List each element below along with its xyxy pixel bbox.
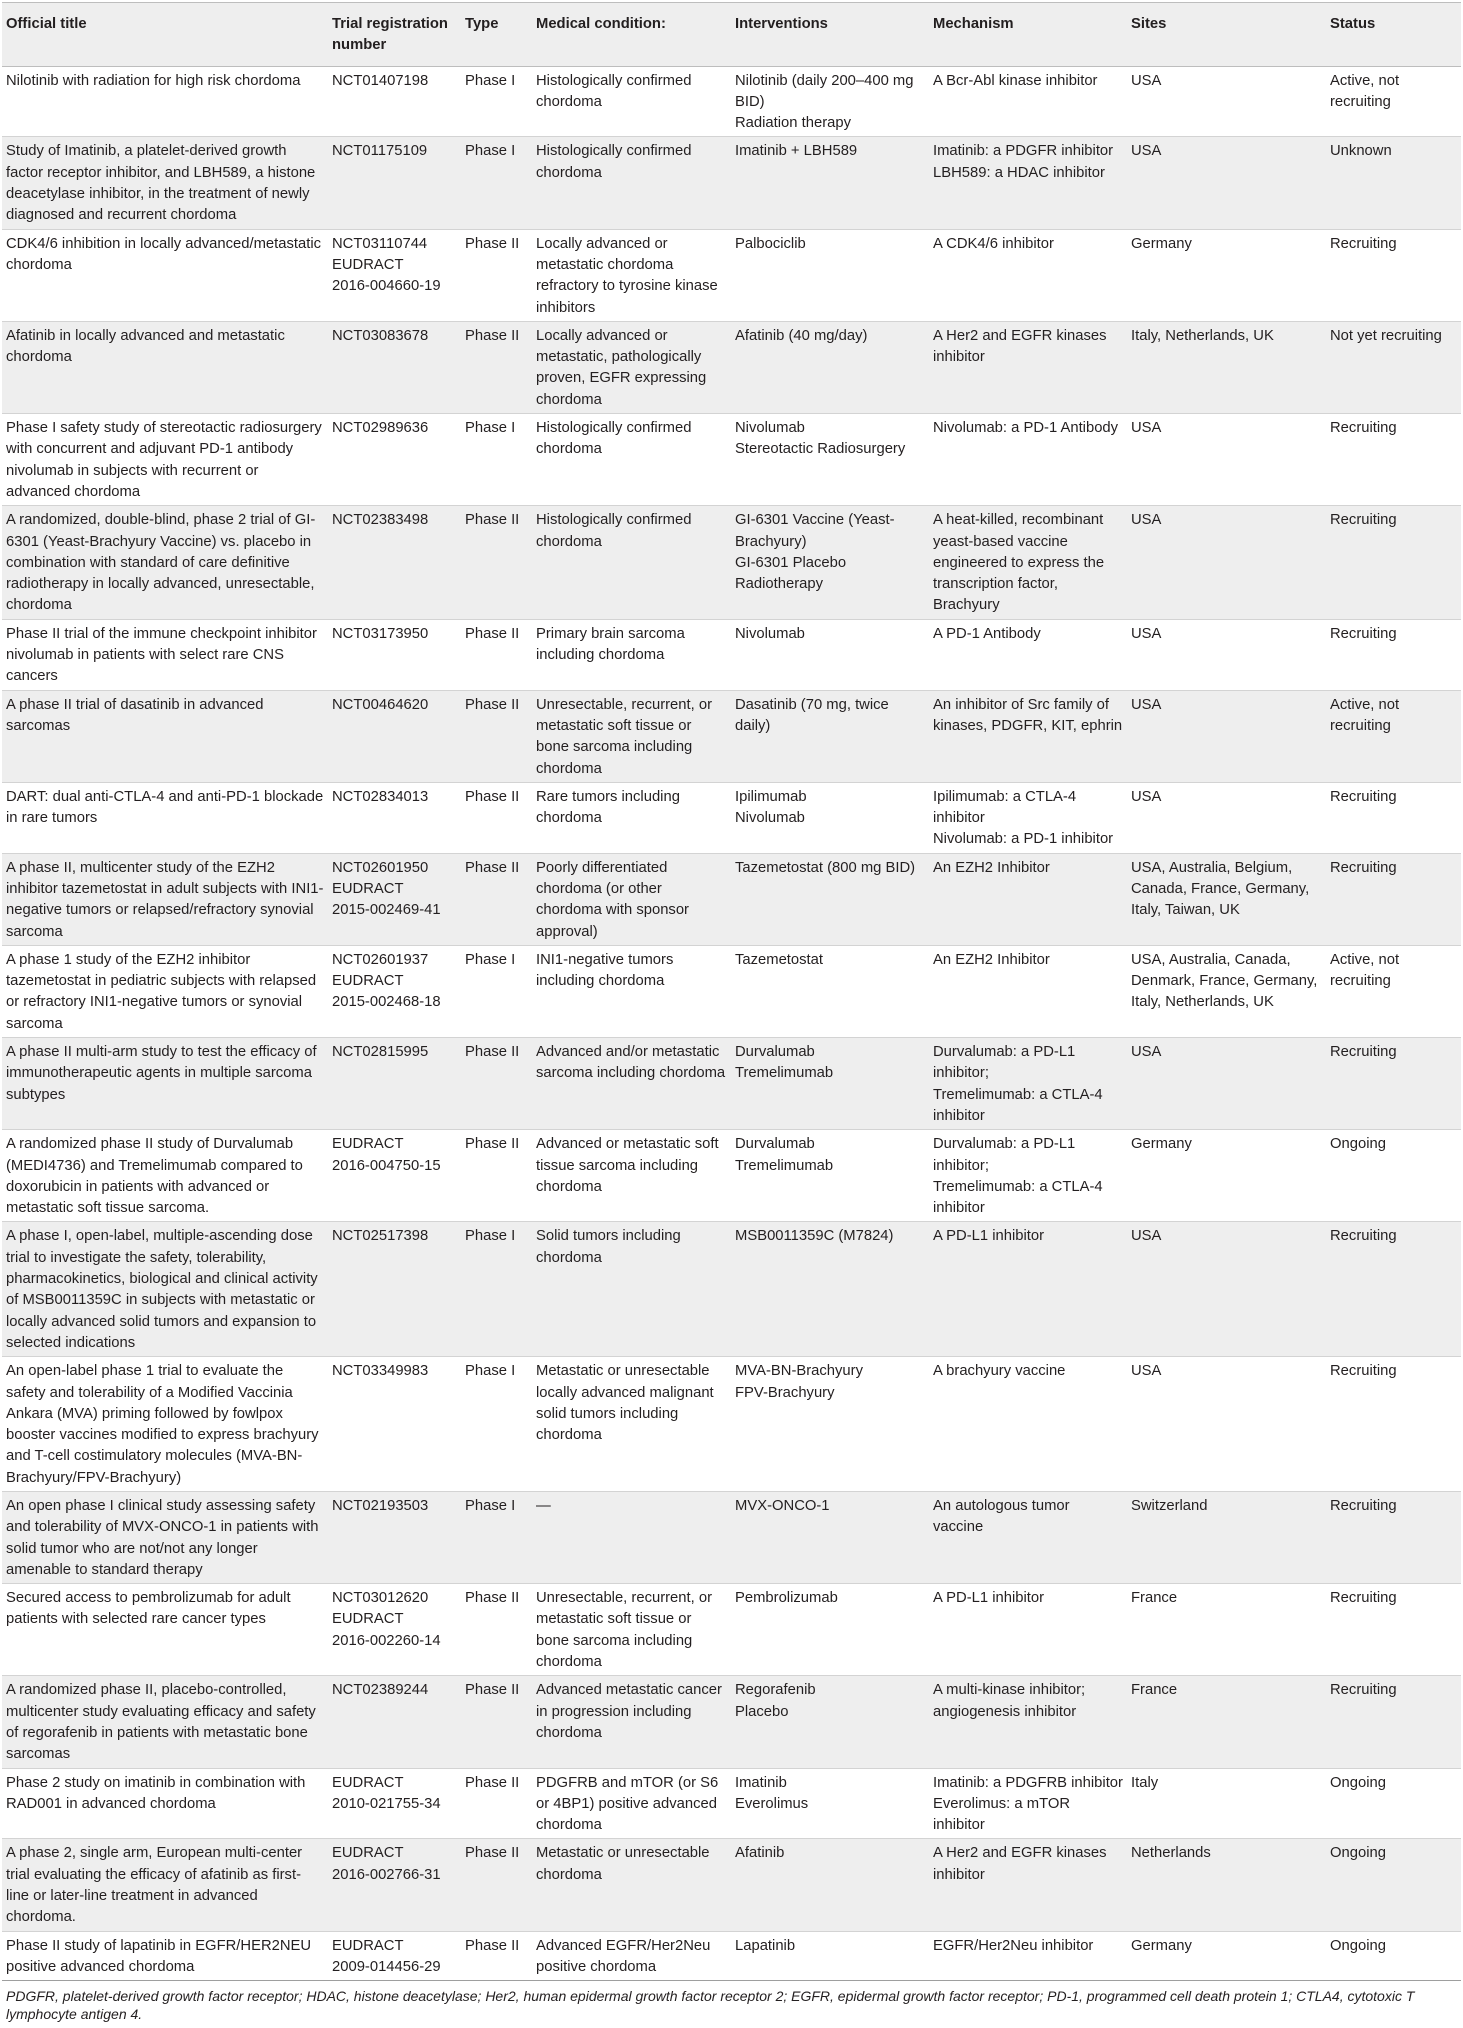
interventions-cell: Nivolumab	[735, 625, 805, 642]
official-title-cell: An open phase I clinical study assessing safety and tolerability of MVX-ONCO-1 in patients with solid tumor who are not/not any longer amenable to standard therapy	[6, 1498, 319, 1578]
type-cell: Phase II	[465, 859, 520, 876]
type-cell: Phase II	[465, 1590, 520, 1607]
official-title-cell: Nilotinib with radiation for high risk chordoma	[6, 72, 301, 89]
header-row	[2, 3, 1461, 67]
type-cell: Phase II	[465, 625, 520, 642]
sites-cell: USA	[1131, 696, 1162, 713]
status-cell: Recruiting	[1330, 420, 1397, 437]
official-title-cell: A phase 1 study of the EZH2 inhibitor tazemetostat in pediatric subjects with relapsed or refractory INI1-negative tumors or synovial sarcoma	[6, 951, 317, 1032]
sites-cell: USA	[1131, 1044, 1162, 1061]
mechanism-cell: A Bcr-Abl kinase inhibitor	[933, 72, 1098, 89]
mechanism-cell: A Her2 and EGFR kinases inhibitor	[933, 1845, 1107, 1883]
type-cell: Phase II	[465, 235, 520, 252]
header-medical-condition: Medical condition:	[536, 16, 666, 32]
registration-number-cell: NCT01407198	[332, 72, 429, 89]
registration-number-cell: NCT01175109	[332, 143, 428, 160]
medical-condition-cell: Primary brain sarcoma including chordoma	[536, 625, 685, 664]
table-row	[2, 321, 1461, 413]
official-title-cell: A phase 2, single arm, European multi-center trial evaluating the efficacy of afatinib as first-line or later-line treatment in advanced chordoma.	[6, 1845, 303, 1926]
status-cell: Active, not recruiting	[1330, 696, 1400, 734]
type-cell: Phase II	[465, 788, 520, 805]
sites-cell: Italy	[1131, 1774, 1159, 1791]
type-cell: Phase II	[465, 696, 520, 713]
sites-cell: Italy, Netherlands, UK	[1131, 327, 1274, 344]
status-cell: Recruiting	[1330, 1498, 1397, 1514]
interventions-cell: Nivolumab Stereotactic Radiosurgery	[735, 420, 906, 458]
interventions-cell: Nilotinib (daily 200–400 mg BID) Radiation therapy	[735, 72, 914, 132]
mechanism-cell: A PD-L1 inhibitor	[933, 1228, 1045, 1245]
status-cell: Recruiting	[1330, 512, 1397, 529]
table-header	[2, 3, 1461, 67]
sites-cell: Switzerland	[1131, 1498, 1208, 1514]
official-title-cell: A randomized phase II study of Durvalumab (MEDI4736) and Tremelimumab compared to doxorubicin in patients with advanced or metastatic soft tissue sarcoma.	[6, 1136, 303, 1217]
table-row	[2, 1584, 1461, 1676]
mechanism-cell: A brachyury vaccine	[933, 1363, 1066, 1380]
table-row	[2, 506, 1461, 619]
medical-condition-cell: Histologically confirmed chordoma	[536, 420, 692, 458]
sites-cell: Netherlands	[1131, 1845, 1211, 1862]
sites-cell: USA, Australia, Canada, Denmark, France, Germany, Italy, Netherlands, UK	[1131, 951, 1318, 1011]
interventions-cell: MVA-BN-Brachyury FPV-Brachyury	[735, 1363, 863, 1401]
type-cell: Phase I	[465, 1228, 516, 1245]
mechanism-cell: A Her2 and EGFR kinases inhibitor	[933, 327, 1107, 366]
type-cell: Phase II	[465, 1682, 520, 1699]
registration-number-cell: EUDRACT 2009-014456-29	[332, 1937, 441, 1975]
registration-number-cell: EUDRACT 2016-002766-31	[332, 1845, 441, 1883]
status-cell: Recruiting	[1330, 1228, 1397, 1245]
official-title-cell: Study of Imatinib, a platelet-derived growth factor receptor inhibitor, and LBH589, a histone deacetylase inhibitor, in the treatment of newly diagnosed and recurrent chordoma	[6, 143, 316, 224]
sites-cell: Germany	[1131, 1937, 1192, 1954]
table-row	[2, 619, 1461, 690]
type-cell: Phase II	[465, 512, 520, 529]
type-cell: Phase II	[465, 1845, 520, 1862]
official-title-cell: Phase I safety study of stereotactic radiosurgery with concurrent and adjuvant PD-1 antibody nivolumab in subjects with recurrent or advanced chordoma	[6, 420, 322, 500]
medical-condition-cell: Locally advanced or metastatic chordoma refractory to tyrosine kinase inhibitors	[536, 235, 718, 316]
official-title-cell: A phase II, multicenter study of the EZH2 inhibitor tazemetostat in adult subjects with INI1-negative tumors or relapsed/refractory synovial sarcoma	[6, 859, 324, 940]
registration-number-cell: NCT02193503	[332, 1498, 429, 1514]
medical-condition-cell: Rare tumors including chordoma	[536, 788, 680, 827]
mechanism-cell: A PD-L1 inhibitor	[933, 1590, 1045, 1607]
mechanism-cell: EGFR/Her2Neu inhibitor	[933, 1937, 1094, 1954]
registration-number-cell: NCT02989636	[332, 420, 429, 437]
registration-number-cell: NCT02389244	[332, 1682, 429, 1699]
type-cell: Phase I	[465, 143, 516, 160]
type-cell: Phase I	[465, 951, 516, 968]
type-cell: Phase II	[465, 1937, 520, 1954]
status-cell: Ongoing	[1330, 1845, 1386, 1862]
interventions-cell: Lapatinib	[735, 1937, 796, 1954]
mechanism-cell: Durvalumab: a PD-L1 inhibitor; Tremelimumab: a CTLA-4 inhibitor	[933, 1044, 1103, 1124]
medical-condition-cell: Unresectable, recurrent, or metastatic soft tissue or bone sarcoma including chordoma	[536, 1590, 712, 1671]
official-title-cell: A randomized, double-blind, phase 2 trial of GI-6301 (Yeast-Brachyury Vaccine) vs. placebo in combination with standard of care definitive radiotherapy in locally advanced, unresectable, chordoma	[6, 512, 316, 614]
official-title-cell: Phase II study of lapatinib in EGFR/HER2NEU positive advanced chordoma	[6, 1937, 312, 1975]
status-cell: Recruiting	[1330, 859, 1397, 876]
registration-number-cell: NCT02601950 EUDRACT 2015-002469-41	[332, 859, 441, 919]
medical-condition-cell: Advanced and/or metastatic sarcoma including chordoma	[536, 1044, 726, 1082]
official-title-cell: DART: dual anti-CTLA-4 and anti-PD-1 blockade in rare tumors	[6, 788, 324, 827]
medical-condition-cell: Advanced EGFR/Her2Neu positive chordoma	[536, 1937, 711, 1975]
interventions-cell: Ipilimumab Nivolumab	[735, 788, 807, 827]
medical-condition-cell: Metastatic or unresectable chordoma	[536, 1845, 710, 1883]
medical-condition-cell: Histologically confirmed chordoma	[536, 143, 692, 181]
registration-number-cell: NCT00464620	[332, 696, 429, 713]
mechanism-cell: Imatinib: a PDGFRB inhibitor Everolimus: a mTOR inhibitor	[933, 1774, 1123, 1834]
official-title-cell: A randomized phase II, placebo-controlled, multicenter study evaluating efficacy and safety of regorafenib in patients with metastatic bone sarcomas	[6, 1682, 316, 1763]
mechanism-cell: An inhibitor of Src family of kinases, PDGFR, KIT, ephrin	[933, 696, 1123, 734]
mechanism-cell: Nivolumab: a PD-1 Antibody	[933, 420, 1119, 437]
official-title-cell: A phase I, open-label, multiple-ascending dose trial to investigate the safety, tolerability, pharmacokinetics, biological and clinical activity of MSB0011359C in subjects with metastatic or locally advanced solid tumors and expansion to selected indications	[6, 1228, 318, 1351]
interventions-cell: Durvalumab Tremelimumab	[735, 1136, 834, 1174]
header-official-title: Official title	[6, 16, 87, 32]
interventions-cell: Pembrolizumab	[735, 1590, 838, 1607]
registration-number-cell: NCT03083678	[332, 327, 429, 344]
interventions-cell: Afatinib	[735, 1845, 785, 1862]
sites-cell: USA	[1131, 788, 1162, 805]
sites-cell: USA	[1131, 1228, 1162, 1245]
registration-number-cell: EUDRACT 2016-004750-15	[332, 1136, 441, 1174]
mechanism-cell: A heat-killed, recombinant yeast-based vaccine engineered to express the transcription factor, Brachyury	[933, 512, 1105, 614]
table-row	[2, 1839, 1461, 1931]
medical-condition-cell: Locally advanced or metastatic, pathologically proven, EGFR expressing chordoma	[536, 327, 707, 408]
table-row	[2, 414, 1461, 506]
sites-cell: USA	[1131, 1363, 1162, 1380]
trials-table	[2, 2, 1461, 1981]
table-footnote: PDGFR, platelet-derived growth factor receptor; HDAC, histone deacetylase; Her2, human epidermal growth factor receptor 2; EGFR, epidermal growth factor receptor; PD-1, programmed cell death protein 1; CTLA4, cytotoxic T lymphocyte antigen 4.	[6, 1988, 1415, 2023]
interventions-cell: Afatinib (40 mg/day)	[735, 327, 868, 344]
status-cell: Ongoing	[1330, 1937, 1386, 1954]
table-row	[2, 1676, 1461, 1768]
sites-cell: France	[1131, 1590, 1178, 1607]
sites-cell: USA	[1131, 420, 1162, 437]
interventions-cell: Tazemetostat	[735, 951, 824, 968]
medical-condition-cell: Histologically confirmed chordoma	[536, 512, 692, 550]
status-cell: Recruiting	[1330, 1044, 1397, 1061]
table-row	[2, 782, 1461, 853]
medical-condition-cell: Unresectable, recurrent, or metastatic soft tissue or bone sarcoma including chordoma	[536, 696, 712, 777]
medical-condition-cell: Metastatic or unresectable locally advanced malignant solid tumors including chordoma	[536, 1363, 714, 1444]
table-row	[2, 853, 1461, 945]
status-cell: Recruiting	[1330, 1590, 1397, 1607]
type-cell: Phase I	[465, 1498, 516, 1514]
interventions-cell: Dasatinib (70 mg, twice daily)	[735, 696, 889, 734]
medical-condition-cell: —	[536, 1498, 551, 1514]
mechanism-cell: Ipilimumab: a CTLA-4 inhibitor Nivolumab: a PD-1 inhibitor	[933, 788, 1114, 848]
mechanism-cell: An autologous tumor vaccine	[933, 1498, 1070, 1536]
mechanism-cell: An EZH2 Inhibitor	[933, 951, 1050, 968]
status-cell: Recruiting	[1330, 788, 1397, 805]
official-title-cell: An open-label phase 1 trial to evaluate the safety and tolerability of a Modified Vaccinia Ankara (MVA) priming followed by fowlpox booster vaccines modified to express brachyury and T-cell costimulatory molecules (MVA-BN-Brachyury/FPV-Brachyury)	[6, 1363, 319, 1486]
table-row	[2, 137, 1461, 229]
interventions-cell: Tazemetostat (800 mg BID)	[735, 859, 916, 876]
sites-cell: USA	[1131, 512, 1162, 529]
header-type: Type	[465, 16, 499, 32]
status-cell: Recruiting	[1330, 235, 1397, 252]
sites-cell: USA, Australia, Belgium, Canada, France, Germany, Italy, Taiwan, UK	[1131, 859, 1310, 919]
status-cell: Recruiting	[1330, 625, 1397, 642]
sites-cell: France	[1131, 1682, 1178, 1699]
registration-number-cell: NCT03012620 EUDRACT 2016-002260-14	[332, 1590, 441, 1649]
table-row	[2, 1038, 1461, 1130]
sites-cell: Germany	[1131, 235, 1192, 252]
registration-number-cell: NCT02834013	[332, 788, 429, 805]
header-interventions: Interventions	[735, 16, 828, 32]
sites-cell: USA	[1131, 143, 1162, 160]
interventions-cell: Imatinib + LBH589	[735, 143, 858, 160]
medical-condition-cell: INI1-negative tumors including chordoma	[536, 951, 674, 990]
official-title-cell: Secured access to pembrolizumab for adult patients with selected rare cancer types	[6, 1590, 291, 1628]
mechanism-cell: A multi-kinase inhibitor; angiogenesis inhibitor	[933, 1682, 1086, 1720]
interventions-cell: Durvalumab Tremelimumab	[735, 1044, 834, 1082]
official-title-cell: Phase 2 study on imatinib in combination with RAD001 in advanced chordoma	[6, 1774, 306, 1812]
mechanism-cell: An EZH2 Inhibitor	[933, 859, 1050, 876]
mechanism-cell: Imatinib: a PDGFR inhibitor LBH589: a HDAC inhibitor	[933, 143, 1114, 181]
registration-number-cell: NCT03349983	[332, 1363, 429, 1380]
table-row	[2, 1357, 1461, 1492]
official-title-cell: CDK4/6 inhibition in locally advanced/metastatic chordoma	[6, 235, 322, 273]
status-cell: Not yet recruiting	[1330, 327, 1442, 344]
official-title-cell: A phase II trial of dasatinib in advanced sarcomas	[6, 696, 264, 734]
header-registration-number: Trial registration number	[332, 16, 448, 54]
registration-number-cell: NCT03173950	[332, 625, 429, 642]
type-cell: Phase II	[465, 327, 520, 344]
interventions-cell: MSB0011359C (M7824)	[735, 1228, 894, 1245]
status-cell: Ongoing	[1330, 1136, 1386, 1153]
registration-number-cell: NCT02383498	[332, 512, 429, 529]
sites-cell: USA	[1131, 72, 1162, 89]
medical-condition-cell: Solid tumors including chordoma	[536, 1228, 681, 1266]
registration-number-cell: NCT02517398	[332, 1228, 429, 1245]
type-cell: Phase I	[465, 420, 516, 437]
interventions-cell: GI-6301 Vaccine (Yeast-Brachyury) GI-6301 Placebo Radiotherapy	[735, 512, 895, 593]
type-cell: Phase I	[465, 1363, 516, 1380]
interventions-cell: MVX-ONCO-1	[735, 1498, 830, 1514]
registration-number-cell: NCT02601937 EUDRACT 2015-002468-18	[332, 951, 441, 1011]
table-row	[2, 1768, 1461, 1839]
official-title-cell: Phase II trial of the immune checkpoint inhibitor nivolumab in patients with select rare CNS cancers	[6, 625, 317, 685]
mechanism-cell: A CDK4/6 inhibitor	[933, 235, 1054, 252]
official-title-cell: A phase II multi-arm study to test the efficacy of immunotherapeutic agents in multiple sarcoma subtypes	[6, 1044, 317, 1103]
medical-condition-cell: PDGFRB and mTOR (or S6 or 4BP1) positive advanced chordoma	[536, 1774, 719, 1834]
type-cell: Phase II	[465, 1136, 520, 1153]
type-cell: Phase I	[465, 72, 516, 89]
status-cell: Active, not recruiting	[1330, 72, 1400, 110]
type-cell: Phase II	[465, 1774, 520, 1791]
registration-number-cell: EUDRACT 2010-021755-34	[332, 1774, 441, 1812]
table-row	[2, 690, 1461, 782]
table-row	[2, 229, 1461, 321]
medical-condition-cell: Advanced metastatic cancer in progression including chordoma	[536, 1682, 722, 1741]
status-cell: Unknown	[1330, 143, 1392, 160]
interventions-cell: Imatinib Everolimus	[735, 1774, 809, 1812]
registration-number-cell: NCT02815995	[332, 1044, 429, 1061]
table-row	[2, 66, 1461, 137]
header-mechanism: Mechanism	[933, 16, 1014, 32]
table-row	[2, 1222, 1461, 1357]
sites-cell: Germany	[1131, 1136, 1192, 1153]
sites-cell: USA	[1131, 625, 1162, 642]
medical-condition-cell: Advanced or metastatic soft tissue sarcoma including chordoma	[536, 1136, 719, 1195]
medical-condition-cell: Poorly differentiated chordoma (or other chordoma with sponsor approval)	[536, 859, 689, 940]
table-row	[2, 945, 1461, 1037]
interventions-cell: Regorafenib Placebo	[735, 1682, 816, 1720]
header-sites: Sites	[1131, 16, 1167, 32]
status-cell: Recruiting	[1330, 1682, 1397, 1699]
interventions-cell: Palbociclib	[735, 235, 806, 252]
status-cell: Recruiting	[1330, 1363, 1397, 1380]
table-row	[2, 1931, 1461, 1981]
table-body	[2, 66, 1461, 1981]
header-status: Status	[1330, 16, 1376, 32]
official-title-cell: Afatinib in locally advanced and metastatic chordoma	[6, 327, 285, 366]
status-cell: Ongoing	[1330, 1774, 1386, 1791]
registration-number-cell: NCT03110744 EUDRACT 2016-004660-19	[332, 235, 441, 295]
mechanism-cell: A PD-1 Antibody	[933, 625, 1041, 642]
type-cell: Phase II	[465, 1044, 520, 1061]
table-row	[2, 1492, 1461, 1584]
mechanism-cell: Durvalumab: a PD-L1 inhibitor; Tremelimumab: a CTLA-4 inhibitor	[933, 1136, 1103, 1217]
table-row	[2, 1130, 1461, 1222]
medical-condition-cell: Histologically confirmed chordoma	[536, 72, 692, 110]
status-cell: Active, not recruiting	[1330, 951, 1400, 990]
